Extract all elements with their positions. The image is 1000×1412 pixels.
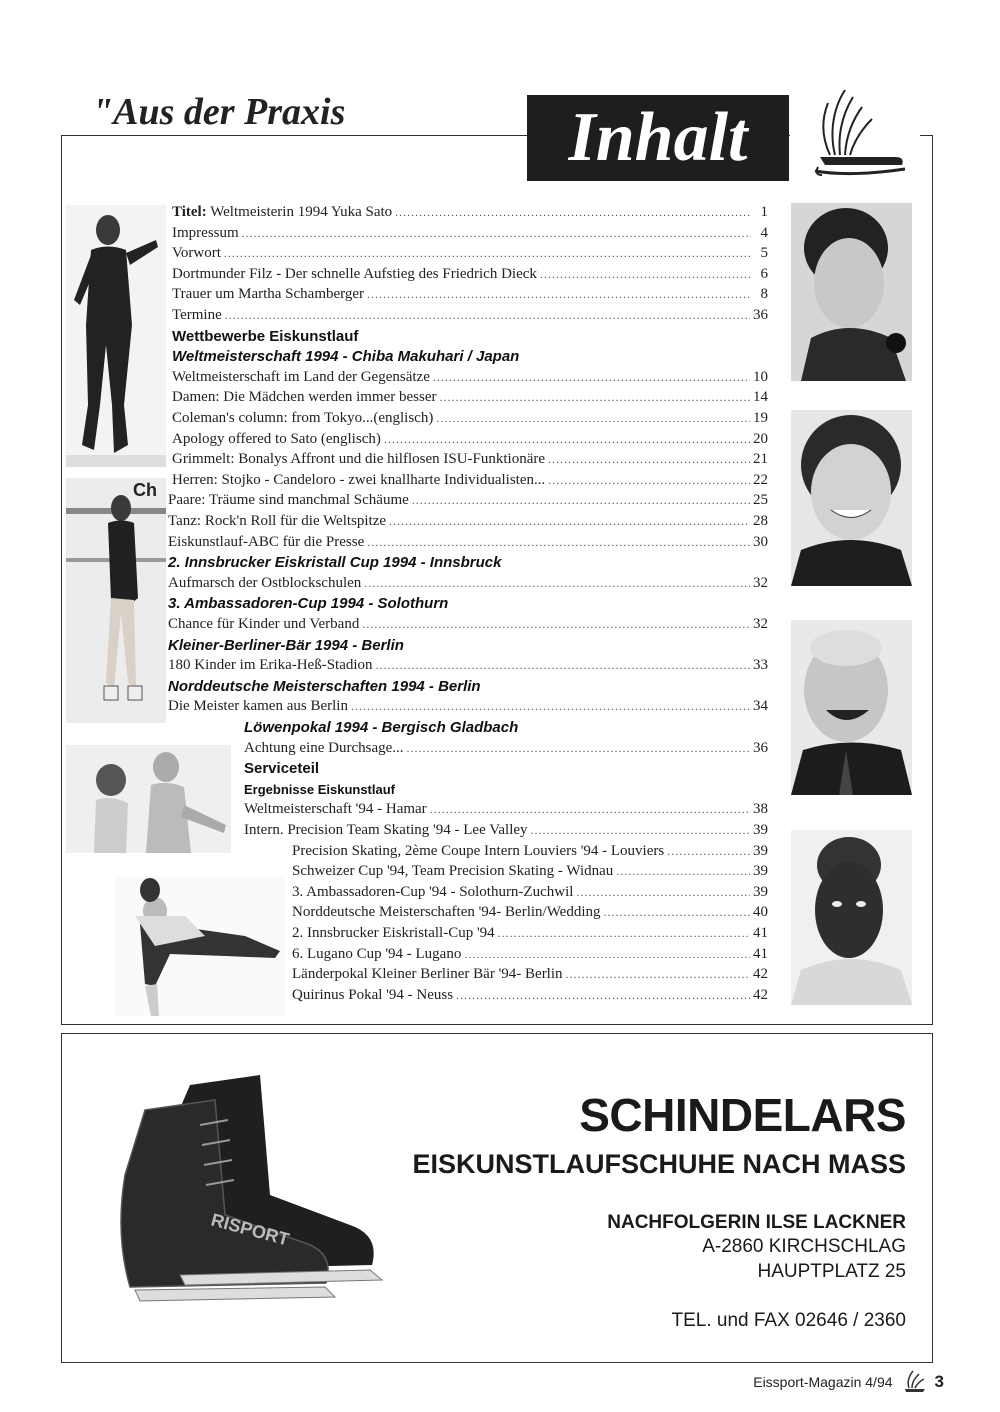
toc-entry-text: Dortmunder Filz - Der schnelle Aufstieg des Friedrich Dieck (172, 265, 537, 282)
toc-entry (292, 964, 768, 985)
toc-entry-title (172, 449, 545, 470)
toc-entry-title (244, 820, 528, 841)
toc-entry (292, 902, 768, 923)
toc-page-number: 36 (753, 307, 768, 323)
logo-area (790, 85, 920, 180)
toc-entry (168, 532, 768, 553)
toc-entry-text: Impressum (172, 224, 239, 241)
portrait-photo-yuka-sato (791, 410, 912, 586)
toc-leader-dots (616, 861, 750, 882)
toc-entry-title (244, 738, 404, 759)
page-title: Inhalt (527, 95, 789, 181)
toc-leader-dots (540, 264, 751, 285)
toc-entry (172, 223, 768, 244)
toc-entry-text: Weltmeisterschaft '94 - Hamar (244, 801, 427, 818)
toc-leader-dots (364, 573, 750, 594)
portrait-photo-1 (791, 203, 912, 381)
toc-entry (292, 985, 768, 1006)
toc-leader-dots (604, 902, 751, 923)
toc-entry (292, 944, 768, 965)
toc-entry-text: Grimmelt: Bonalys Affront und die hilflosen ISU-Funktionäre (172, 451, 546, 468)
toc-page-number: 40 (753, 904, 768, 921)
toc-page-number: 42 (753, 966, 768, 983)
toc-leader-dots (531, 820, 750, 841)
winged-skate-logo-icon (790, 85, 920, 180)
toc-page-number: 21 (753, 451, 768, 468)
toc-leader-dots (376, 655, 750, 676)
toc-page-number: 41 (753, 945, 768, 962)
toc-page-number: 32 (753, 616, 768, 632)
toc-leader-dots (576, 882, 750, 903)
page-footer (753, 1370, 944, 1394)
toc-entry-text: Chance für Kinder und Verband (168, 616, 360, 632)
slogan-line-1: "Aus der Praxis (92, 91, 346, 133)
toc-leader-dots (440, 387, 751, 408)
toc-leader-dots (436, 408, 750, 429)
toc-entry-title (292, 985, 453, 1006)
ad-successor: NACHFOLGERIN ILSE LACKNER (607, 1212, 906, 1233)
toc-entry-text: Paare: Träume sind manchmal Schäume (168, 492, 409, 509)
toc-page-number: 25 (753, 492, 768, 509)
toc-entry-text: Damen: Die Mädchen werden immer besser (172, 389, 437, 406)
ad-address-line-1: A-2860 KIRCHSCHLAG (702, 1236, 906, 1257)
toc-entry (168, 696, 768, 717)
toc-entry-title (172, 243, 221, 264)
toc-entry-title (168, 511, 386, 532)
toc-leader-dots (566, 964, 750, 985)
toc-section-heading: Serviceteil (244, 760, 320, 778)
toc-entry-text: Länderpokal Kleiner Berliner Bär '94- Berlin (292, 966, 563, 983)
toc-entry-text: Tanz: Rock'n Roll für die Weltspitze (168, 513, 387, 529)
toc-leader-dots (367, 532, 750, 553)
toc-page-number: 28 (753, 513, 768, 529)
toc-page-number: 22 (753, 471, 768, 488)
photo-caption-fragment: Ch (133, 480, 157, 500)
toc-entry-title (168, 532, 364, 553)
ad-tagline: EISKUNSTLAUFSCHUHE NACH MASS (412, 1149, 906, 1179)
toc-entry-text: Achtung eine Durchsage... (244, 739, 404, 756)
toc-page-number: 19 (753, 410, 768, 426)
toc-entry-text: 3. Ambassadoren-Cup '94 - Solothurn-Zuchwil (292, 883, 574, 900)
toc-entry-label: Titel: (172, 204, 207, 220)
toc-entry (244, 820, 768, 841)
toc-entry-text: 180 Kinder im Erika-Heß-Stadion (168, 657, 373, 674)
toc-section-heading: Ergebnisse Eiskunstlauf (244, 781, 395, 797)
toc-entry-text: Aufmarsch der Ostblockschulen (168, 574, 362, 591)
toc-entry-title (292, 964, 563, 985)
toc-entry (172, 284, 768, 305)
toc-page-number: 20 (753, 430, 768, 447)
toc-leader-dots (384, 429, 750, 450)
ad-phone: TEL. und FAX 02646 / 2360 (671, 1310, 906, 1331)
skater-photo-man (66, 205, 166, 467)
toc-entry (172, 449, 768, 470)
ad-brand: SCHINDELARS (579, 1089, 906, 1141)
toc-entry-title (172, 367, 430, 388)
toc-entry (168, 614, 768, 635)
skater-photo-woman (66, 478, 166, 723)
toc-entry-title (168, 490, 409, 511)
portrait-photo-laughing-man (791, 620, 912, 795)
toc-entry-title (244, 799, 427, 820)
toc-page-number: 33 (753, 657, 768, 674)
skate-boots-illustration (110, 1065, 410, 1315)
toc-entry (168, 655, 768, 676)
toc-entry (172, 243, 768, 264)
toc-entry-title (292, 861, 613, 882)
ice-dance-couple-photo (66, 745, 231, 853)
toc-page-number: 10 (753, 368, 768, 385)
toc-entry-text: Termine (172, 307, 222, 323)
toc-entry (172, 470, 768, 491)
toc-leader-dots (430, 799, 750, 820)
toc-entry-title (172, 305, 222, 326)
magazine-issue: Eissport-Magazin 4/94 (753, 1374, 893, 1390)
toc-entry-text: Schweizer Cup '94, Team Precision Skating - Widnau (292, 863, 614, 880)
toc-leader-dots (548, 470, 750, 491)
toc-page-number: 4 (760, 224, 768, 241)
toc-section-heading: Wettbewerbe Eiskunstlauf (172, 327, 359, 345)
skate-brand-text: RISPORT (208, 1209, 292, 1250)
toc-entry-title (168, 614, 359, 635)
toc-leader-dots (433, 367, 750, 388)
toc-entry-text: Herren: Stojko - Candeloro - zwei knallharte Individualisten... (172, 471, 546, 488)
toc-leader-dots (351, 696, 750, 717)
toc-entry-title (172, 284, 364, 305)
toc-event-heading: Weltmeisterschaft 1994 - Chiba Makuhari / Japan (172, 348, 520, 366)
toc-entry-text: 2. Innsbrucker Eiskristall-Cup '94 (292, 925, 495, 941)
toc-page-number: 39 (753, 883, 768, 900)
toc-entry-text: Norddeutsche Meisterschaften '94- Berlin/Wedding (292, 904, 601, 921)
toc-page-number: 39 (753, 863, 768, 880)
toc-leader-dots (456, 985, 750, 1006)
toc-entry-text: Apology offered to Sato (englisch) (172, 430, 381, 447)
page-number: 3 (934, 1372, 944, 1391)
toc-leader-dots (498, 923, 750, 944)
winged-skate-small-icon (901, 1370, 927, 1394)
toc-page-number: 39 (753, 842, 768, 859)
toc-leader-dots (242, 223, 751, 244)
toc-entry (172, 305, 768, 326)
toc-leader-dots (395, 202, 751, 223)
toc-page-number: 8 (760, 286, 768, 303)
toc-entry (172, 367, 768, 388)
toc-entry-text: Weltmeisterschaft im Land der Gegensätze (172, 368, 430, 385)
toc-entry (172, 429, 768, 450)
toc-entry (292, 923, 768, 944)
toc-event-heading: Löwenpokal 1994 - Bergisch Gladbach (244, 719, 519, 736)
toc-entry-text: 6. Lugano Cup '94 - Lugano (292, 945, 462, 962)
toc-page-number: 39 (753, 822, 768, 838)
toc-entry-text: Die Meister kamen aus Berlin (168, 698, 348, 715)
toc-entry-title (172, 264, 537, 285)
toc-entry-text: Eiskunstlauf-ABC für die Presse (168, 533, 365, 550)
toc-entry-title (172, 408, 433, 429)
toc-page-number: 42 (753, 986, 768, 1003)
pairs-skating-photo (115, 876, 285, 1016)
toc-entry-title (172, 223, 239, 244)
toc-entry-text: Trauer um Martha Schamberger (172, 286, 365, 303)
toc-event-heading: Norddeutsche Meisterschaften 1994 - Berlin (168, 677, 481, 695)
toc-entry-title (172, 470, 545, 491)
toc-entry-title (292, 882, 573, 903)
toc-leader-dots (407, 738, 750, 759)
toc-leader-dots (464, 944, 750, 965)
toc-entry-title (168, 655, 373, 676)
toc-leader-dots (362, 614, 750, 635)
toc-event-heading: 3. Ambassadoren-Cup 1994 - Solothurn (168, 595, 449, 613)
toc-entry-title (292, 923, 495, 944)
toc-leader-dots (389, 511, 750, 532)
toc-entry (292, 861, 768, 882)
toc-leader-dots (412, 490, 750, 511)
toc-entry-text: Intern. Precision Team Skating '94 - Lee Valley (244, 822, 528, 838)
toc-entry-title (172, 429, 381, 450)
toc-entry (172, 387, 768, 408)
toc-page-number: 41 (753, 925, 768, 941)
toc-page-number: 36 (753, 739, 768, 756)
toc-event-heading: 2. Innsbrucker Eiskristall Cup 1994 - Innsbruck (168, 554, 502, 572)
toc-entry-title (168, 573, 361, 594)
toc-entry (168, 490, 768, 511)
ad-address-line-2: HAUPTPLATZ 25 (757, 1261, 906, 1282)
toc-entry (292, 882, 768, 903)
toc-leader-dots (225, 305, 750, 326)
toc-entry-title (172, 387, 437, 408)
toc-page-number: 14 (753, 389, 768, 406)
toc-event-heading: Kleiner-Berliner-Bär 1994 - Berlin (168, 636, 404, 654)
toc-page-number: 38 (753, 801, 768, 818)
toc-entry-text: Precision Skating, 2ème Coupe Intern Louviers '94 - Louviers (292, 842, 665, 859)
toc-entry (168, 511, 768, 532)
toc-entry (168, 573, 768, 594)
toc-entry (172, 264, 768, 285)
toc-entry-title (292, 902, 601, 923)
portrait-photo-surya-bonaly (791, 830, 912, 1005)
toc-entry-text: Weltmeisterin 1994 Yuka Sato (206, 204, 393, 220)
toc-entry-text: Vorwort (172, 245, 221, 262)
toc-leader-dots (667, 841, 750, 862)
toc-entry-title (168, 696, 348, 717)
toc-entry (172, 408, 768, 429)
toc-entry (292, 841, 768, 862)
toc-entry-title (172, 202, 392, 223)
toc-entry-title (292, 944, 461, 965)
toc-leader-dots (548, 449, 750, 470)
toc-leader-dots (367, 284, 751, 305)
toc-entry (244, 799, 768, 820)
toc-page-number: 5 (760, 245, 768, 262)
toc-entry (172, 202, 768, 223)
toc-page-number: 6 (760, 265, 768, 282)
toc-entry-text: Coleman's column: from Tokyo...(englisch) (172, 410, 434, 426)
toc-page-number: 32 (753, 574, 768, 591)
toc-page-number: 1 (760, 204, 768, 220)
toc-entry-text: Quirinus Pokal '94 - Neuss (292, 986, 454, 1003)
toc-entry (244, 738, 768, 759)
toc-entry-title (292, 841, 664, 862)
toc-page-number: 30 (753, 533, 768, 550)
toc-page-number: 34 (753, 698, 768, 715)
toc-leader-dots (224, 243, 751, 264)
